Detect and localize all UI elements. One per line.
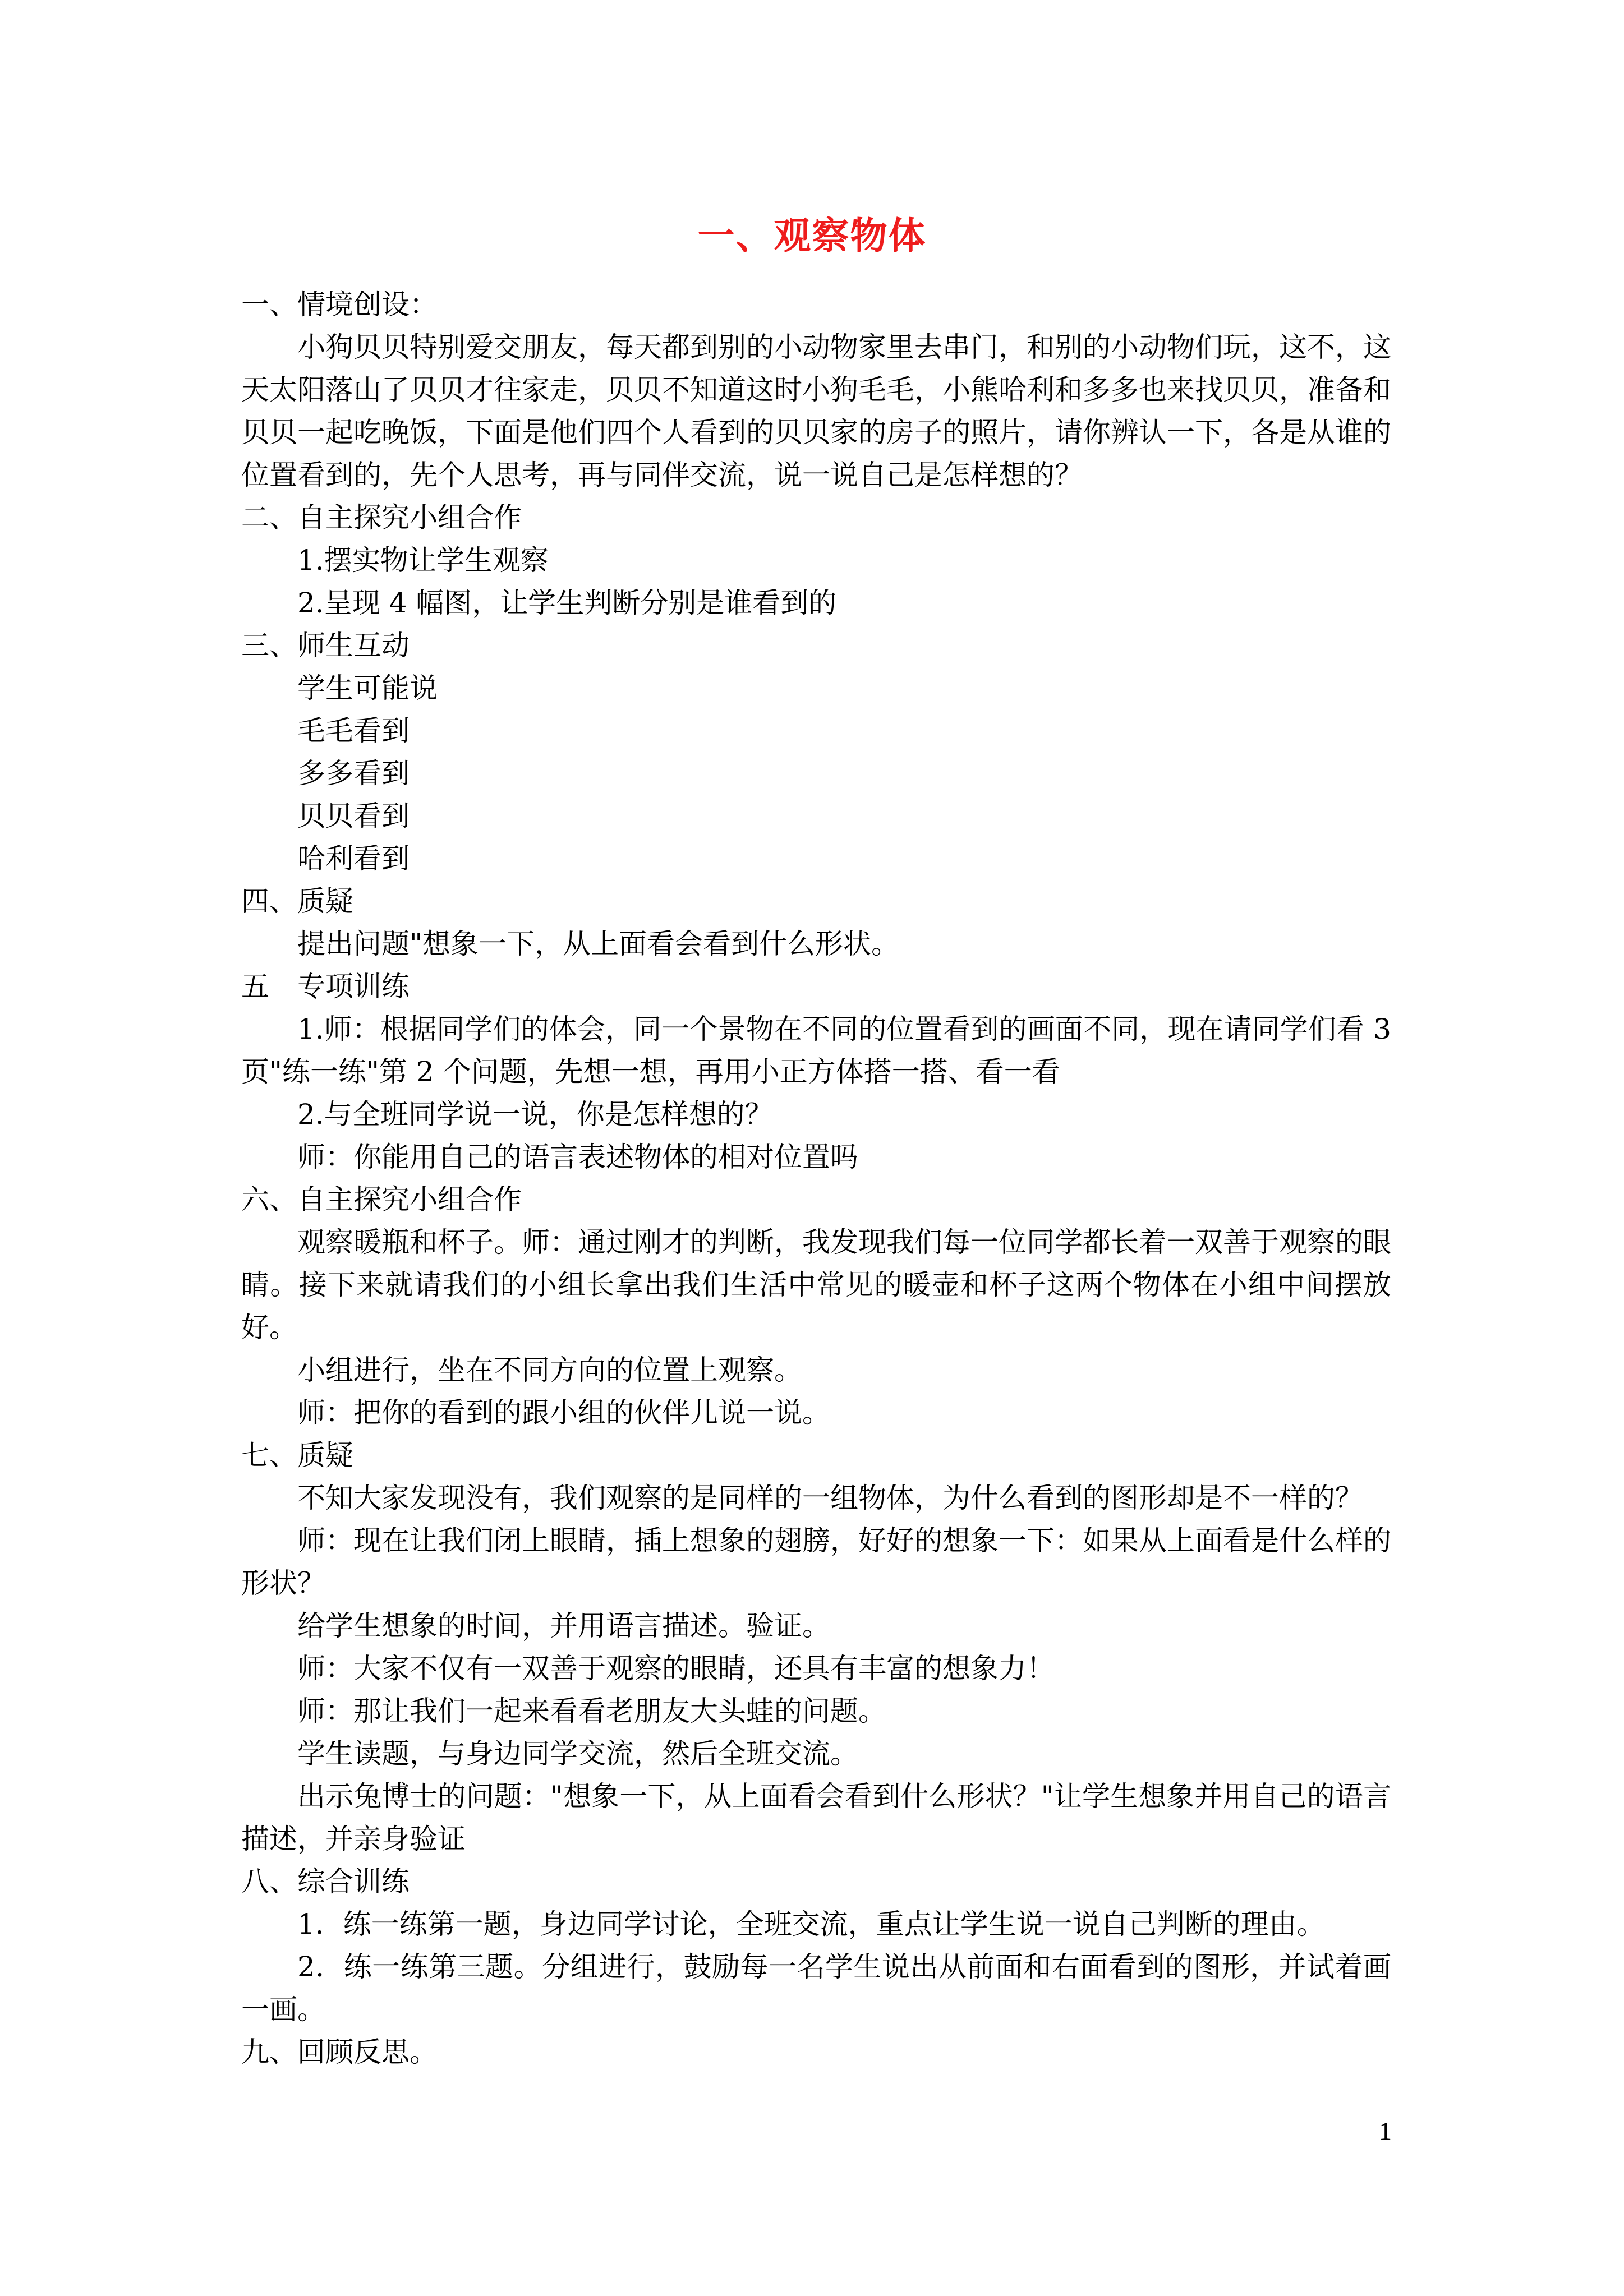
section-paragraph: 2.与全班同学说一说，你是怎样想的？ bbox=[297, 1098, 773, 1131]
section-paragraph: 多多看到 bbox=[297, 757, 410, 790]
section-paragraph: 小狗贝贝特别爱交朋友，每天都到别的小动物家里去串门，和别的小动物们玩，这不，这天太阳落山了贝贝才往家走，贝贝不知道这时小狗毛毛，小熊哈利和多多也来找贝贝，准备和贝贝一起吃晚饭，下面是他们四个人看到的贝贝家的房子的照片，请你辨认一下，各是从谁的位置看到的，先个人思考，再与同伴交流，说一说自己是怎样想的？ bbox=[241, 331, 1391, 491]
section-paragraph: 2.呈现 4 幅图，让学生判断分别是谁看到的 bbox=[297, 587, 837, 619]
section-heading: 五 专项训练 bbox=[241, 970, 410, 1003]
section-paragraph: 哈利看到 bbox=[297, 842, 410, 875]
section-paragraph: 不知大家发现没有，我们观察的是同样的一组物体，为什么看到的图形却是不一样的？ bbox=[297, 1482, 1363, 1514]
section-paragraph: 观察暖瓶和杯子。师：通过刚才的判断，我发现我们每一位同学都长着一双善于观察的眼睛。接下来就请我们的小组长拿出我们生活中常见的暖壶和杯子这两个物体在小组中间摆放好。 bbox=[241, 1226, 1391, 1344]
section-paragraph: 师：现在让我们闭上眼睛，插上想象的翅膀，好好的想象一下：如果从上面看是什么样的形状？ bbox=[241, 1524, 1391, 1599]
section-paragraph: 学生可能说 bbox=[297, 672, 438, 704]
section-paragraph: 师：那让我们一起来看看老朋友大头蛙的问题。 bbox=[297, 1695, 886, 1727]
section-heading: 二、自主探究小组合作 bbox=[241, 501, 522, 534]
section-paragraph: 2．练一练第三题。分组进行，鼓励每一名学生说出从前面和右面看到的图形，并试着画一画。 bbox=[241, 1951, 1391, 2026]
section-paragraph: 学生读题，与身边同学交流，然后全班交流。 bbox=[297, 1737, 858, 1770]
section-paragraph: 出示兔博士的问题："想象一下，从上面看会看到什么形状？"让学生想象并用自己的语言描述，并亲身验证 bbox=[241, 1780, 1391, 1855]
section-paragraph: 师：你能用自己的语言表述物体的相对位置吗 bbox=[297, 1141, 858, 1173]
section-paragraph: 师：把你的看到的跟小组的伙伴儿说一说。 bbox=[297, 1396, 830, 1429]
section-paragraph: 毛毛看到 bbox=[297, 714, 410, 747]
document-title: 一、观察物体 bbox=[697, 214, 927, 257]
document-body bbox=[241, 283, 1391, 2073]
section-paragraph: 贝贝看到 bbox=[297, 800, 410, 832]
section-paragraph: 小组进行，坐在不同方向的位置上观察。 bbox=[297, 1354, 802, 1386]
section-heading: 一、情境创设： bbox=[241, 288, 438, 321]
section-heading: 三、师生互动 bbox=[241, 629, 410, 662]
page-number: 1 bbox=[1379, 2117, 1392, 2145]
section-heading: 八、综合训练 bbox=[241, 1865, 410, 1898]
section-heading: 九、回顾反思。 bbox=[241, 2036, 438, 2068]
section-heading: 七、质疑 bbox=[241, 1439, 353, 1472]
section-heading: 四、质疑 bbox=[241, 885, 353, 918]
section-paragraph: 给学生想象的时间，并用语言描述。验证。 bbox=[297, 1610, 830, 1642]
section-paragraph: 提出问题"想象一下，从上面看会看到什么形状。 bbox=[297, 928, 899, 960]
section-heading: 六、自主探究小组合作 bbox=[241, 1183, 522, 1216]
section-paragraph: 师：大家不仅有一双善于观察的眼睛，还具有丰富的想象力！ bbox=[297, 1652, 1055, 1685]
section-paragraph: 1.摆实物让学生观察 bbox=[297, 544, 549, 577]
section-paragraph: 1.师：根据同学们的体会，同一个景物在不同的位置看到的画面不同，现在请同学们看 3 页"练一练"第 2 个问题，先想一想，再用小正方体搭一搭、看一看 bbox=[241, 1013, 1391, 1088]
section-paragraph: 1．练一练第一题，身边同学讨论，全班交流，重点让学生说一说自己判断的理由。 bbox=[297, 1908, 1325, 1940]
